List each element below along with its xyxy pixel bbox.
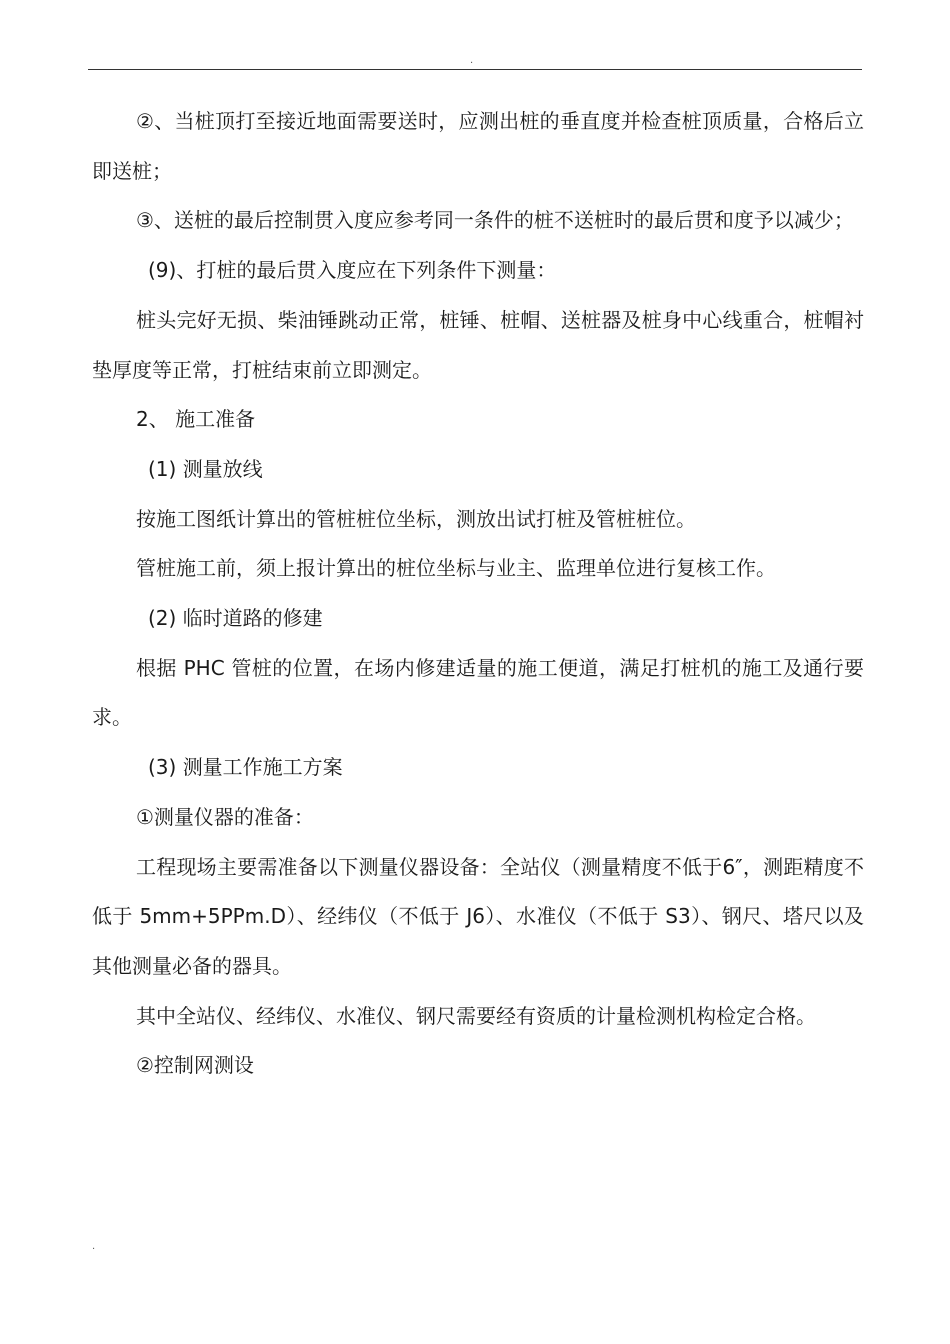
paragraph-pile-coordinates: 按施工图纸计算出的管桩桩位坐标，测放出试打桩及管桩桩位。 <box>136 506 696 531</box>
paragraph-final-penetration-control: ③、送桩的最后控制贯入度应参考同一条件的桩不送桩时的最后贯和度予以减少； <box>136 208 854 233</box>
paragraph-instrument-calibration: 其中全站仪、经纬仪、水准仪、钢尺需要经有资质的计量检测机构检定合格。 <box>136 1003 816 1028</box>
header-rule <box>88 69 862 70</box>
document-body <box>92 97 864 1091</box>
section-heading-preparation: 2、 施工准备 <box>136 407 256 432</box>
subheading-survey-plan: (3) 测量工作施工方案 <box>148 755 343 780</box>
subheading-temporary-road: (2) 临时道路的修建 <box>148 606 323 631</box>
paragraph-instrument-prep-heading: ①测量仪器的准备： <box>136 804 314 829</box>
paragraph-item-9: (9)、打桩的最后贯入度应在下列条件下测量： <box>148 258 557 283</box>
paragraph-send-pile: ②、当桩顶打至接近地面需要送时，应测出桩的垂直度并检查桩顶质量，合格后立即送桩； <box>92 109 864 183</box>
paragraph-access-road: 根据 PHC 管桩的位置，在场内修建适量的施工便道，满足打桩机的施工及通行要求。 <box>92 655 864 730</box>
paragraph-instrument-list: 工程现场主要需准备以下测量仪器设备：全站仪（测量精度不低于6″，测距精度不低于 5mm+5PPm.D）、经纬仪（不低于 J6）、水准仪（不低于 S3）、钢尺、塔尺以及其他测量必备的器具。 <box>92 854 864 978</box>
paragraph-measure-conditions: 桩头完好无损、柴油锤跳动正常，桩锤、桩帽、送桩器及桩身中心线重合，桩帽衬垫厚度等正常，打桩结束前立即测定。 <box>92 307 864 382</box>
footer-mark: . <box>92 1241 96 1252</box>
header-mark: . <box>470 55 474 66</box>
paragraph-coordinate-review: 管桩施工前，须上报计算出的桩位坐标与业主、监理单位进行复核工作。 <box>136 556 776 581</box>
paragraph-control-network-heading: ②控制网测设 <box>136 1053 254 1078</box>
subheading-survey-layout: (1) 测量放线 <box>148 456 263 481</box>
